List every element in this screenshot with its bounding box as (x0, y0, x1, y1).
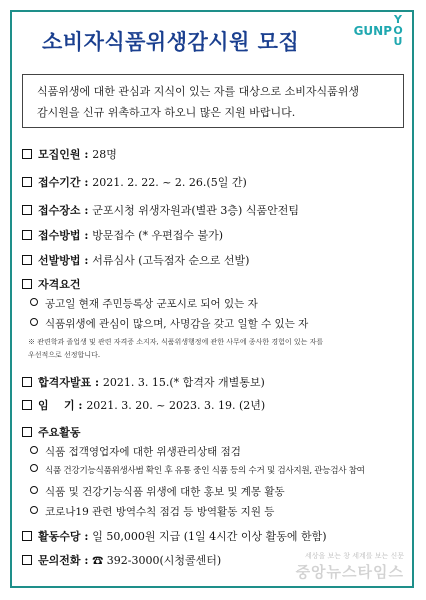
method-label: 접수방법 (38, 229, 81, 242)
recruit-row: 모집인원 : 28명 (22, 146, 117, 162)
contact-value: 392-3000(시청콜센터) (106, 554, 222, 567)
activities-row (22, 424, 81, 440)
activities-label: 주요활동 (38, 426, 81, 439)
recruit-label: 모집인원 (38, 148, 81, 161)
method-row: 접수방법 : 방문접수 (* 우편접수 불가) (22, 227, 223, 243)
checkbox-icon (22, 377, 32, 387)
checkbox-icon (22, 230, 32, 240)
checkbox-icon (22, 555, 32, 565)
announce-label: 합격자발표 (38, 376, 92, 389)
announce-value: 2021. 3. 15.(* 합격자 개별통보) (102, 376, 265, 389)
activity-point: 코로나19 관련 방역수칙 점검 등 방역활동 지원 등 (30, 504, 274, 519)
phone-icon: ☎ (92, 554, 104, 567)
term-value: 2021. 3. 20. ~ 2023. 3. 19. (2년) (86, 399, 266, 412)
contact-row: 문의전화 : ☎ 392-3000(시청콜센터) (22, 552, 221, 568)
logo-side-text: Y O U (393, 13, 403, 48)
bullet-circle-icon (30, 506, 38, 514)
qualification-point: 식품위생에 관심이 많으며, 사명감을 갖고 일할 수 있는 자 (30, 316, 308, 331)
gunpo-logo (340, 14, 404, 60)
place-value: 군포시청 위생자원과(별관 3층) 식품안전팀 (92, 204, 299, 217)
checkbox-icon (22, 149, 32, 159)
place-row: 접수장소 : 군포시청 위생자원과(별관 3층) 식품안전팀 (22, 202, 299, 218)
term-row: 임 기 : 2021. 3. 20. ~ 2023. 3. 19. (2년) (22, 397, 265, 413)
bullet-circle-icon (30, 298, 38, 306)
allowance-row: 활동수당 : 일 50,000원 지급 (1일 4시간 이상 활동에 한함) (22, 528, 327, 544)
recruit-value: 28명 (92, 148, 117, 161)
method-value: 방문접수 (* 우편접수 불가) (92, 229, 224, 242)
selection-row: 선발방법 : 서류심사 (고득점자 순으로 선발) (22, 252, 249, 268)
activity-point: 식품 접객영업자에 대한 위생관리상태 점검 (30, 444, 241, 459)
selection-label: 선발방법 (38, 254, 81, 267)
bullet-circle-icon (30, 318, 38, 326)
period-row: 접수기간 : 2021. 2. 22. ~ 2. 26.(5일 간) (22, 174, 247, 190)
newspaper-watermark (296, 551, 404, 582)
title-bar (12, 12, 412, 66)
intro-line-2: 감시원을 신규 위촉하고자 하오니 많은 지원 바랍니다. (37, 106, 296, 119)
watermark-name: 중앙뉴스타임스 (295, 563, 404, 581)
intro-line-1: 식품위생에 대한 관심과 지식이 있는 자를 대상으로 소비자식품위생 (37, 85, 360, 98)
selection-value: 서류심사 (고득점자 순으로 선발) (92, 254, 250, 267)
allowance-label: 활동수당 (38, 530, 81, 543)
checkbox-icon (22, 177, 32, 187)
note-line-2: 우선적으로 선정합니다. (28, 351, 101, 359)
allowance-value: 일 50,000원 지급 (1일 4시간 이상 활동에 한함) (92, 530, 327, 543)
intro-box (22, 74, 404, 128)
bullet-circle-icon (30, 486, 38, 494)
bullet-circle-icon (30, 464, 38, 472)
contact-label: 문의전화 (38, 554, 81, 567)
announce-row: 합격자발표 : 2021. 3. 15.(* 합격자 개별통보) (22, 374, 265, 390)
checkbox-icon (22, 427, 32, 437)
checkbox-icon (22, 205, 32, 215)
qualification-label: 자격요건 (38, 278, 81, 291)
page-title: 소비자식품위생감시원 모집 (42, 30, 300, 54)
watermark-slogan: 세상을 보는 창 세계를 보는 신문 (304, 552, 404, 560)
place-label: 접수장소 (38, 204, 81, 217)
note-line-1: ※ 관련학과 졸업생 및 관련 자격증 소지자, 식품위생행정에 관한 사무에 종사한 경험이 있는 자를 (28, 338, 324, 346)
checkbox-icon (22, 255, 32, 265)
qualification-row (22, 276, 81, 292)
checkbox-icon (22, 400, 32, 410)
activity-point: 식품 및 건강기능식품 위생에 대한 홍보 및 계몽 활동 (30, 484, 285, 499)
qualification-point: 공고일 현재 주민등록상 군포시로 되어 있는 자 (30, 296, 258, 311)
checkbox-icon (22, 279, 32, 289)
qualification-note (28, 336, 400, 362)
checkbox-icon (22, 531, 32, 541)
period-label: 접수기간 (38, 176, 81, 189)
activity-point: 식품 건강기능식품위생사범 확인 후 유통 중인 식품 등의 수거 및 검사지원, 관능검사 참여 (30, 464, 365, 476)
term-label: 임 기 (38, 399, 75, 412)
period-value: 2021. 2. 22. ~ 2. 26.(5일 간) (92, 176, 247, 189)
logo-main-text: GUNP (353, 24, 392, 38)
bullet-circle-icon (30, 446, 38, 454)
